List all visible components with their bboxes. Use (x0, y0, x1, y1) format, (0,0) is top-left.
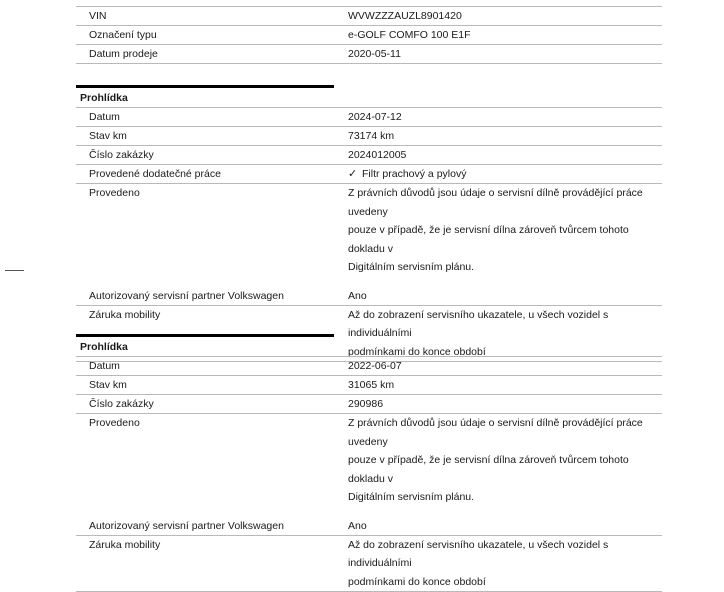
section-heading: Prohlídka (76, 88, 662, 108)
inspection-section-2 (76, 334, 662, 592)
mobility-line: Až do zobrazení servisního ukazatele, u všech vozidel s individuálními (348, 536, 662, 573)
row-label: VIN (76, 7, 348, 25)
table-row (76, 395, 662, 414)
done-line: Z právních důvodů jsou údaje o servisní dílně provádějící práce uvedeny (348, 414, 662, 451)
row-value: e-GOLF COMFO 100 E1F (348, 26, 662, 44)
partner-value: Ano (348, 287, 662, 305)
order-value: 2024012005 (348, 146, 662, 164)
done-line: pouze v případě, že je servisní dílna zároveň tvůrcem tohoto dokladu v (348, 221, 662, 258)
table-row (76, 414, 662, 517)
table-row (76, 376, 662, 395)
extra-work-value (348, 165, 662, 183)
table-row (76, 146, 662, 165)
date-label: Datum (76, 357, 348, 375)
table-row (76, 45, 662, 64)
km-label: Stav km (76, 376, 348, 394)
mobility-line: Až do zobrazení servisního ukazatele, u všech vozidel s individuálními (348, 306, 662, 343)
date-value: 2024-07-12 (348, 108, 662, 126)
date-value: 2022-06-07 (348, 357, 662, 375)
km-label: Stav km (76, 127, 348, 145)
partner-label: Autorizovaný servisní partner Volkswagen (76, 517, 348, 535)
mobility-label: Záruka mobility (76, 536, 348, 592)
table-row (76, 357, 662, 376)
done-value (348, 184, 662, 287)
inspection-section-1 (76, 85, 662, 362)
mobility-label: Záruka mobility (76, 306, 348, 362)
order-label: Číslo zakázky (76, 146, 348, 164)
table-row (76, 287, 662, 306)
table-row (76, 184, 662, 287)
table-row (76, 165, 662, 184)
mobility-line: podmínkami do konce období (348, 343, 662, 362)
margin-mark (5, 270, 24, 271)
done-label: Provedeno (76, 184, 348, 287)
done-line: Z právních důvodů jsou údaje o servisní dílně provádějící práce uvedeny (348, 184, 662, 221)
order-value: 290986 (348, 395, 662, 413)
table-row (76, 127, 662, 146)
table-row (76, 536, 662, 592)
mobility-line: podmínkami do konce období (348, 573, 662, 592)
table-row (76, 7, 662, 26)
row-value: 2020-05-11 (348, 45, 662, 63)
km-value: 73174 km (348, 127, 662, 145)
table-row (76, 26, 662, 45)
done-line: pouze v případě, že je servisní dílna zároveň tvůrcem tohoto dokladu v (348, 451, 662, 488)
done-label: Provedeno (76, 414, 348, 517)
done-line: Digitálním servisním plánu. (348, 258, 662, 277)
table-row (76, 108, 662, 127)
row-value: WVWZZZAUZL8901420 (348, 7, 662, 25)
done-value (348, 414, 662, 517)
row-label: Datum prodeje (76, 45, 348, 63)
mobility-value (348, 536, 662, 592)
extra-work-text: Filtr prachový a pylový (362, 168, 466, 180)
section-heading: Prohlídka (76, 337, 662, 357)
order-label: Číslo zakázky (76, 395, 348, 413)
checkmark-icon: ✓ (348, 167, 362, 181)
row-label: Označení typu (76, 26, 348, 44)
km-value: 31065 km (348, 376, 662, 394)
done-line: Digitálním servisním plánu. (348, 488, 662, 507)
date-label: Datum (76, 108, 348, 126)
vehicle-info-table (76, 6, 662, 64)
table-row (76, 517, 662, 536)
extra-work-label: Provedené dodatečné práce (76, 165, 348, 183)
partner-value: Ano (348, 517, 662, 535)
partner-label: Autorizovaný servisní partner Volkswagen (76, 287, 348, 305)
